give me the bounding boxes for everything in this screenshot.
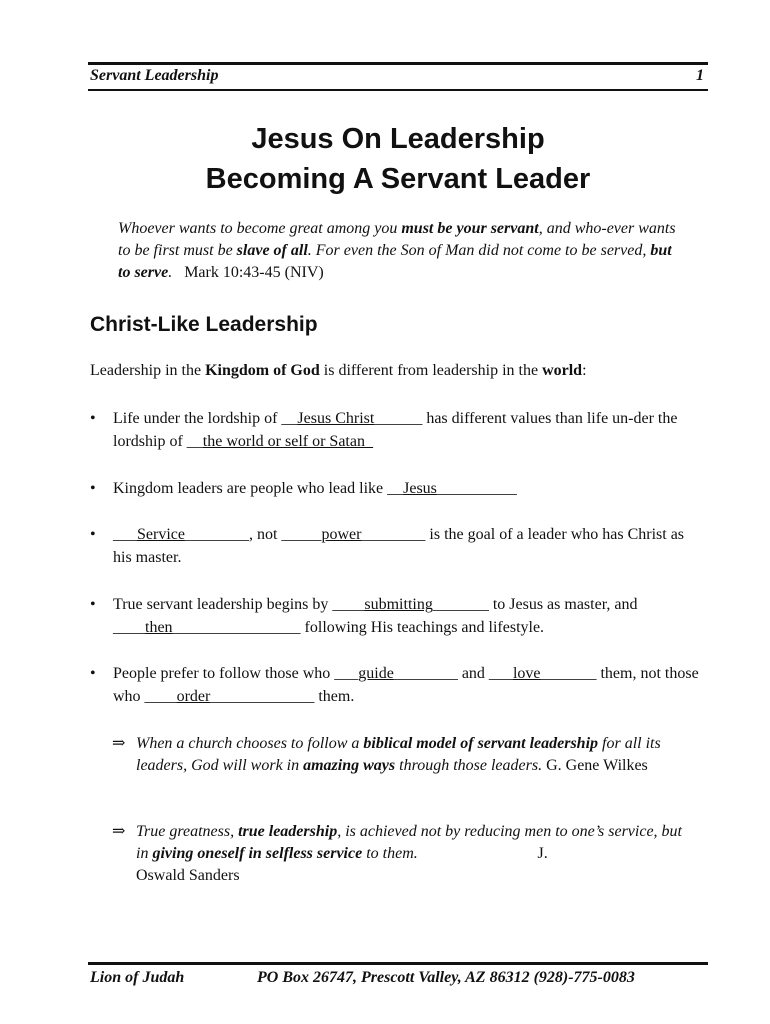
bullet-part: _____________ them. <box>210 688 355 705</box>
scripture-quote <box>118 218 678 284</box>
bullet-item <box>90 523 700 569</box>
intro-text: is different from leadership in the <box>319 362 543 379</box>
fill-in-answer: power <box>321 526 362 543</box>
header-rule-top <box>88 62 708 65</box>
fill-in-answer: guide <box>358 665 394 682</box>
page-number: 1 <box>696 67 704 84</box>
citation-text <box>136 821 682 887</box>
bullet-item <box>90 477 700 500</box>
quote-text: . <box>168 264 173 281</box>
intro-paragraph <box>90 362 587 380</box>
bullet-part: ________________ following His teachings and lifestyle. <box>172 619 545 636</box>
bullet-text <box>113 407 700 453</box>
citation-wilkes <box>112 733 682 777</box>
citation-sanders <box>112 821 682 887</box>
footer-rule <box>88 962 708 965</box>
bullet-part: True servant leadership begins by ____ <box>113 596 365 613</box>
bullet-part: ________ and ___ <box>393 665 513 682</box>
citation-part: True greatness, <box>136 823 239 840</box>
citation-emphasis: true leadership <box>238 823 338 840</box>
fill-in-answer: submitting <box>364 596 433 613</box>
fill-in-answer: then <box>145 619 173 636</box>
bullet-dot-icon: • <box>90 596 96 613</box>
footer-address: PO Box 26747, Prescott Valley, AZ 86312 (928)-775-0083 <box>257 969 635 986</box>
fill-in-answer: love <box>512 665 541 682</box>
citation-part: through those leaders. <box>395 757 543 774</box>
quote-emphasis: but to serve <box>118 242 672 281</box>
quote-text: , and who-ever wants to be first must be <box>118 220 676 259</box>
intro-text: : <box>582 362 587 379</box>
quote-emphasis: must be your servant <box>401 220 539 237</box>
fill-in-answer: the world or self or Satan <box>202 433 365 450</box>
bullet-part: Kingdom leaders are people who lead like __ <box>113 480 404 497</box>
intro-emphasis: Kingdom of God <box>205 362 320 379</box>
intro-emphasis: world <box>542 362 583 379</box>
citation-author: G. Gene Wilkes <box>546 757 648 774</box>
bullet-item <box>90 407 700 453</box>
quote-text: Whoever wants to become great among you <box>118 220 402 237</box>
footer-organization: Lion of Judah <box>90 969 185 986</box>
bullet-text <box>113 523 700 569</box>
bullet-dot-icon: • <box>90 526 96 543</box>
bullet-text <box>113 477 700 500</box>
citation-text <box>136 733 682 777</box>
intro-text: Leadership in the <box>90 362 206 379</box>
bullet-part: _______ to Jesus as master, and ____ <box>113 596 638 636</box>
citation-emphasis: giving oneself in selfless service <box>152 845 363 862</box>
right-arrow-icon: ⇒ <box>112 735 126 752</box>
page-subtitle: Becoming A Servant Leader <box>205 163 591 195</box>
citation-part: , is achieved not by reducing men to one’s service, but in <box>136 823 682 862</box>
bullet-part: Life under the lordship of __ <box>113 410 298 427</box>
citation-part: for all its leaders, God will work in <box>136 735 661 774</box>
citation-part: When a church chooses to follow a <box>136 735 364 752</box>
quote-reference: Mark 10:43-45 (NIV) <box>184 264 324 281</box>
bullet-part: _ <box>364 433 373 450</box>
bullet-dot-icon: • <box>90 665 96 682</box>
citation-emphasis: biblical model of servant leadership <box>363 735 599 752</box>
bullet-part: _______ them, not those who ____ <box>113 665 699 705</box>
quote-text: . For even the Son of Man did not come to be served, <box>307 242 651 259</box>
citation-author: J. <box>537 845 548 862</box>
fill-in-answer: Service <box>137 526 185 543</box>
citation-author: Oswald Sanders <box>136 867 240 884</box>
fill-in-answer: Jesus Christ <box>297 410 375 427</box>
bullet-dot-icon: • <box>90 480 96 497</box>
bullet-part: ___ <box>113 526 137 543</box>
bullet-part: __________ <box>436 480 517 497</box>
page-title: Jesus On Leadership <box>251 123 545 155</box>
bullet-dot-icon: • <box>90 410 96 427</box>
bullet-part: ________ is the goal of a leader who has Christ as his master. <box>113 526 685 566</box>
bullet-part: ______ has different values than life un-der the lordship of __ <box>113 410 678 450</box>
fill-in-answer: Jesus <box>403 480 437 497</box>
header-title: Servant Leadership <box>90 67 219 84</box>
quote-emphasis: slave of all <box>236 242 308 259</box>
bullet-part: ________, not _____ <box>184 526 322 543</box>
citation-emphasis: amazing ways <box>303 757 396 774</box>
bullet-text <box>113 662 700 708</box>
citation-part: to them. <box>362 845 418 862</box>
section-heading: Christ-Like Leadership <box>90 313 318 336</box>
header-rule-bottom <box>88 89 708 91</box>
right-arrow-icon: ⇒ <box>112 823 126 840</box>
bullet-item <box>90 593 700 639</box>
fill-in-answer: order <box>176 688 211 705</box>
bullet-part: People prefer to follow those who ___ <box>113 665 359 682</box>
bullet-item <box>90 662 700 708</box>
bullet-text <box>113 593 700 639</box>
